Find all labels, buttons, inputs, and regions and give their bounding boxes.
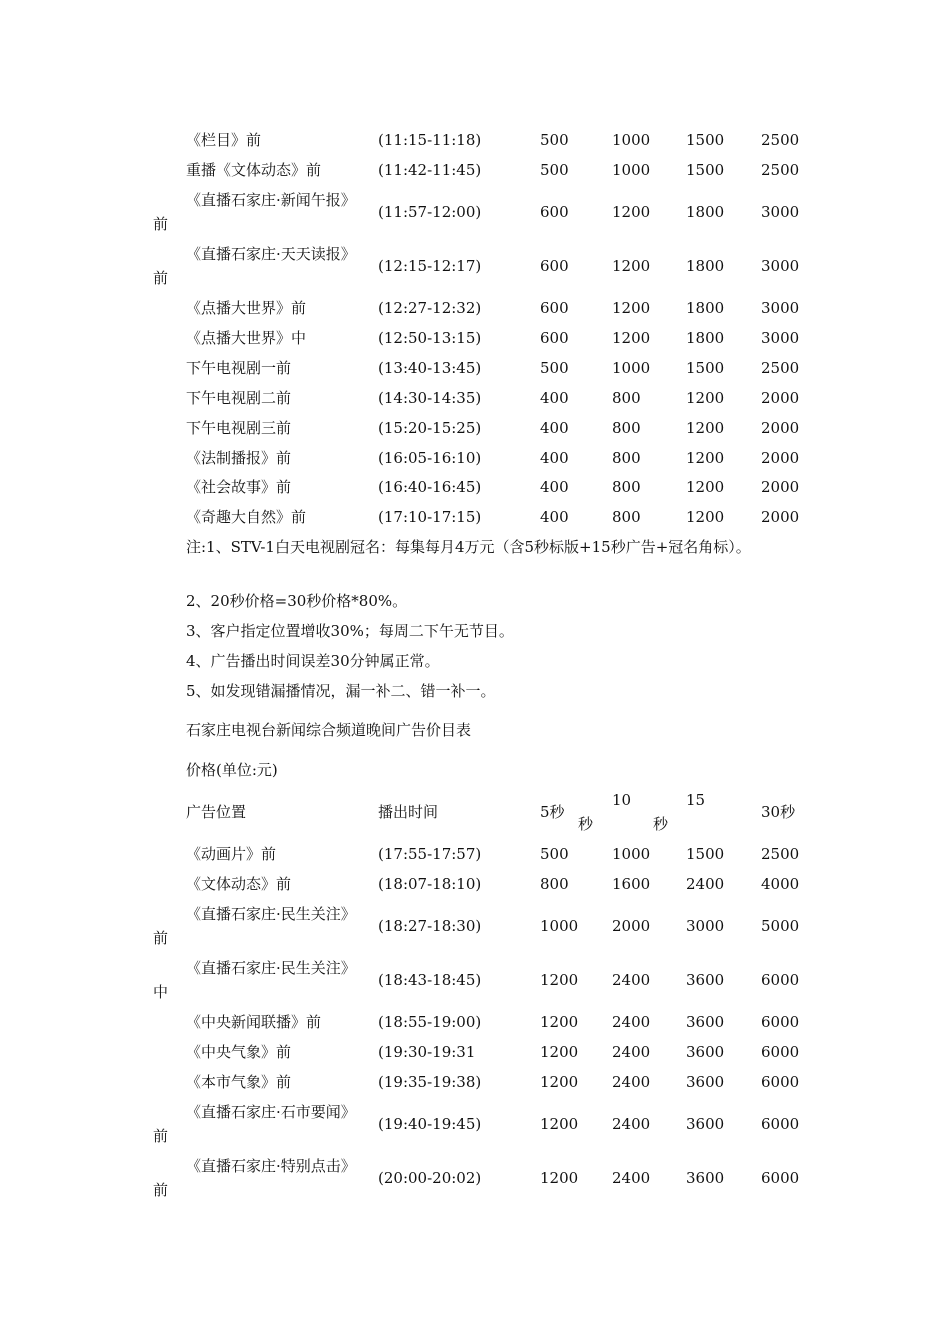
price-5s: 1000 (540, 917, 579, 935)
price-10s: 2400 (612, 1169, 651, 1187)
price-15s: 3600 (686, 1115, 725, 1133)
price-10s: 2400 (612, 971, 651, 989)
price-15s: 1500 (686, 161, 725, 179)
price-10s: 1600 (612, 875, 651, 893)
note-3: 3、客户指定位置增收30%；每周二下午无节目。 (186, 622, 514, 640)
price-15s: 3600 (686, 1073, 725, 1091)
price-5s: 400 (540, 419, 569, 437)
air-time: (19:40-19:45) (378, 1115, 482, 1133)
table-header (0, 788, 950, 842)
air-time: (11:15-11:18) (378, 131, 482, 149)
price-5s: 600 (540, 257, 569, 275)
ad-position: 《直播石家庄·民生关注》前 (153, 905, 349, 947)
price-15s: 3600 (686, 1013, 725, 1031)
header-position: 广告位置 (186, 803, 247, 821)
price-10s: 800 (612, 389, 641, 407)
price-5s: 400 (540, 508, 569, 526)
air-time: (12:50-13:15) (378, 329, 482, 347)
ad-position: 《中央新闻联播》前 (186, 1013, 322, 1031)
air-time: (19:35-19:38) (378, 1073, 482, 1091)
header-5s: 5秒 (540, 803, 565, 821)
price-5s: 800 (540, 875, 569, 893)
price-15s: 3600 (686, 1043, 725, 1061)
price-10s: 800 (612, 508, 641, 526)
air-time: (20:00-20:02) (378, 1169, 482, 1187)
price-5s: 600 (540, 299, 569, 317)
note-1: 注:1、STV-1白天电视剧冠名：每集每月4万元（含5秒标版+15秒广告+冠名角标）。 (186, 538, 751, 556)
price-15s: 1800 (686, 329, 725, 347)
ad-position: 《奇趣大自然》前 (186, 508, 307, 526)
price-15s: 2400 (686, 875, 725, 893)
price-10s: 2400 (612, 1115, 651, 1133)
price-15s: 1200 (686, 478, 725, 496)
price-5s: 600 (540, 329, 569, 347)
price-5s: 1200 (540, 1043, 579, 1061)
note-4: 4、广告播出时间误差30分钟属正常。 (186, 652, 440, 670)
price-15s: 1500 (686, 845, 725, 863)
price-5s: 500 (540, 359, 569, 377)
price-30s: 2500 (761, 359, 800, 377)
air-time: (15:20-15:25) (378, 419, 482, 437)
ad-position: 下午电视剧三前 (186, 419, 292, 437)
price-15s: 1500 (686, 131, 725, 149)
air-time: (19:30-19:31 (378, 1043, 476, 1061)
price-5s: 500 (540, 131, 569, 149)
price-30s: 2000 (761, 478, 800, 496)
price-10s: 1200 (612, 329, 651, 347)
price-30s: 6000 (761, 1169, 800, 1187)
ad-position: 《直播石家庄·天天读报》前 (153, 245, 349, 287)
header-15s-number: 15 (686, 791, 706, 809)
ad-position: 《点播大世界》中 (186, 329, 307, 347)
price-30s: 3000 (761, 329, 800, 347)
air-time: (11:57-12:00) (378, 203, 482, 221)
price-5s: 1200 (540, 971, 579, 989)
price-15s: 3600 (686, 1169, 725, 1187)
price-unit: 价格(单位:元) (186, 761, 278, 779)
price-15s: 3600 (686, 971, 725, 989)
ad-position: 《栏目》前 (186, 131, 262, 149)
price-10s: 1000 (612, 161, 651, 179)
header-30s: 30秒 (761, 803, 796, 821)
ad-position: 《直播石家庄·民生关注》中 (153, 959, 349, 1001)
price-10s: 1000 (612, 845, 651, 863)
price-30s: 5000 (761, 917, 800, 935)
price-5s: 400 (540, 389, 569, 407)
ad-position: 《本市气象》前 (186, 1073, 292, 1091)
air-time: (13:40-13:45) (378, 359, 482, 377)
price-15s: 1200 (686, 449, 725, 467)
price-30s: 2000 (761, 449, 800, 467)
price-5s: 600 (540, 203, 569, 221)
price-30s: 2500 (761, 161, 800, 179)
air-time: (16:05-16:10) (378, 449, 482, 467)
header-10s-unit: 秒 (578, 815, 594, 833)
price-30s: 6000 (761, 1013, 800, 1031)
air-time: (18:27-18:30) (378, 917, 482, 935)
air-time: (12:15-12:17) (378, 257, 482, 275)
header-10s-number: 10 (612, 791, 632, 809)
ad-position: 下午电视剧一前 (186, 359, 292, 377)
ad-position: 《社会故事》前 (186, 478, 292, 496)
air-time: (12:27-12:32) (378, 299, 482, 317)
ad-position: 重播《文体动态》前 (186, 161, 322, 179)
ad-position: 《文体动态》前 (186, 875, 292, 893)
air-time: (18:55-19:00) (378, 1013, 482, 1031)
air-time: (17:10-17:15) (378, 508, 482, 526)
price-10s: 1200 (612, 257, 651, 275)
price-10s: 800 (612, 449, 641, 467)
note-2: 2、20秒价格=30秒价格*80%。 (186, 592, 408, 610)
price-10s: 800 (612, 419, 641, 437)
price-5s: 400 (540, 449, 569, 467)
price-15s: 1200 (686, 508, 725, 526)
price-15s: 1800 (686, 203, 725, 221)
price-10s: 2400 (612, 1073, 651, 1091)
air-time: (11:42-11:45) (378, 161, 482, 179)
air-time: (16:40-16:45) (378, 478, 482, 496)
price-10s: 1200 (612, 299, 651, 317)
price-5s: 1200 (540, 1013, 579, 1031)
price-10s: 2400 (612, 1013, 651, 1031)
ad-position: 下午电视剧二前 (186, 389, 292, 407)
air-time: (18:07-18:10) (378, 875, 482, 893)
ad-position: 《点播大世界》前 (186, 299, 307, 317)
note-5: 5、如发现错漏播情况，漏一补二、错一补一。 (186, 682, 496, 700)
price-5s: 500 (540, 161, 569, 179)
header-time: 播出时间 (378, 803, 439, 821)
price-30s: 2000 (761, 419, 800, 437)
price-5s: 400 (540, 478, 569, 496)
air-time: (18:43-18:45) (378, 971, 482, 989)
price-30s: 3000 (761, 203, 800, 221)
price-5s: 1200 (540, 1073, 579, 1091)
price-5s: 1200 (540, 1169, 579, 1187)
price-15s: 1800 (686, 299, 725, 317)
price-10s: 1000 (612, 359, 651, 377)
ad-position: 《法制播报》前 (186, 449, 292, 467)
price-10s: 800 (612, 478, 641, 496)
price-30s: 2500 (761, 131, 800, 149)
price-5s: 1200 (540, 1115, 579, 1133)
price-15s: 1500 (686, 359, 725, 377)
ad-position: 《直播石家庄·新闻午报》前 (153, 191, 349, 233)
price-30s: 2500 (761, 845, 800, 863)
price-10s: 2000 (612, 917, 651, 935)
price-15s: 1200 (686, 389, 725, 407)
price-30s: 3000 (761, 257, 800, 275)
price-30s: 3000 (761, 299, 800, 317)
price-30s: 6000 (761, 971, 800, 989)
price-5s: 500 (540, 845, 569, 863)
air-time: (14:30-14:35) (378, 389, 482, 407)
price-10s: 1000 (612, 131, 651, 149)
price-30s: 2000 (761, 508, 800, 526)
ad-position: 《直播石家庄·特别点击》前 (153, 1157, 349, 1199)
price-10s: 1200 (612, 203, 651, 221)
price-30s: 6000 (761, 1043, 800, 1061)
ad-position: 《动画片》前 (186, 845, 277, 863)
header-15s-unit: 秒 (653, 815, 669, 833)
price-30s: 6000 (761, 1073, 800, 1091)
price-15s: 3000 (686, 917, 725, 935)
price-10s: 2400 (612, 1043, 651, 1061)
section-title: 石家庄电视台新闻综合频道晚间广告价目表 (186, 721, 472, 739)
ad-position: 《中央气象》前 (186, 1043, 292, 1061)
ad-position: 《直播石家庄·石市要闻》前 (153, 1103, 349, 1145)
price-30s: 6000 (761, 1115, 800, 1133)
air-time: (17:55-17:57) (378, 845, 482, 863)
price-15s: 1200 (686, 419, 725, 437)
price-15s: 1800 (686, 257, 725, 275)
price-30s: 2000 (761, 389, 800, 407)
price-30s: 4000 (761, 875, 800, 893)
